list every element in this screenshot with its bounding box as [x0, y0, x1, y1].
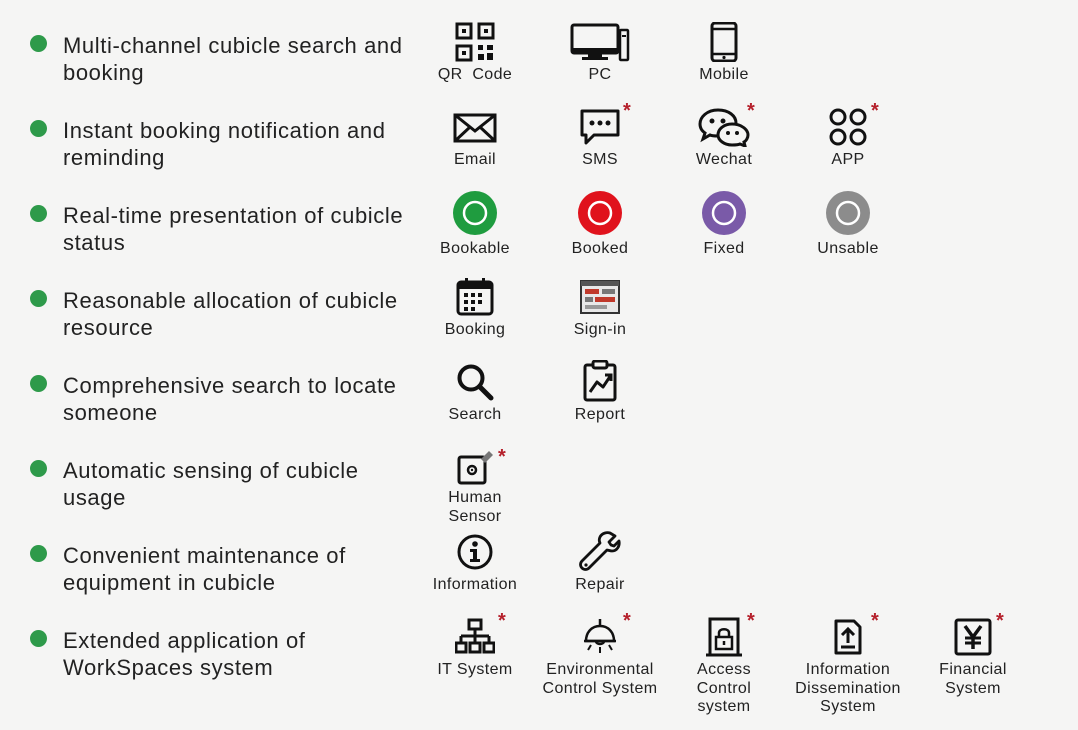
- status-booked: [535, 190, 665, 259]
- sms-icon: [578, 107, 622, 147]
- notify-label: SMS: [582, 151, 618, 168]
- network-icon: [455, 617, 495, 657]
- feature-text: Automatic sensing of cubicle usage: [63, 458, 359, 510]
- search-icon: [455, 362, 495, 402]
- lock-door-icon: [704, 617, 744, 657]
- extension-label: Financial System: [939, 661, 1007, 697]
- app-icon: [828, 107, 868, 147]
- feature-text: Instant booking notification and reminding: [63, 118, 386, 170]
- bullet: [30, 630, 47, 647]
- note-mark: *: [623, 100, 631, 122]
- locate-label: Search: [448, 406, 502, 423]
- report-icon: [580, 360, 620, 402]
- unsable-status-icon: [825, 190, 871, 236]
- note-mark: *: [747, 610, 755, 632]
- yen-icon: [953, 617, 993, 657]
- bullet: [30, 205, 47, 222]
- feature-text: Multi-channel cubicle search and booking: [63, 33, 403, 85]
- note-mark: *: [498, 446, 506, 468]
- notify-label: APP: [831, 151, 865, 168]
- human-sensor-icon: [455, 449, 495, 485]
- sensing-human-sensor: [410, 446, 540, 526]
- channel-mobile: [659, 22, 789, 85]
- sensing-label: Human Sensor: [448, 489, 502, 525]
- feature-text: Comprehensive search to locate someone: [63, 373, 397, 425]
- allocation-sign-in: [535, 277, 665, 340]
- bullet: [30, 290, 47, 307]
- notify-wechat: [659, 100, 789, 170]
- status-label: Booked: [571, 240, 629, 257]
- allocation-booking: [410, 277, 540, 340]
- notify-label: Email: [453, 151, 496, 168]
- extension-label: Environmental Control System: [542, 661, 658, 697]
- bullet: [30, 545, 47, 562]
- note-mark: *: [996, 610, 1004, 632]
- wrench-icon: [579, 530, 621, 572]
- extension-it-system: [410, 610, 540, 680]
- locate-search: [410, 362, 540, 425]
- maintenance-label: Repair: [575, 576, 625, 593]
- status-unsable: [783, 190, 913, 259]
- maintenance-repair: [535, 530, 665, 595]
- status-label: Fixed: [703, 240, 745, 257]
- extension-label: IT System: [437, 661, 513, 678]
- ceiling-lamp-icon: [580, 617, 620, 657]
- booked-status-icon: [577, 190, 623, 236]
- maintenance-label: Information: [432, 576, 518, 593]
- email-icon: [453, 107, 497, 147]
- allocation-label: Booking: [444, 321, 506, 338]
- extension-label: Access Control system: [696, 661, 752, 715]
- sign-in-icon: [580, 277, 620, 317]
- notify-app: [783, 100, 913, 170]
- locate-report: [535, 360, 665, 425]
- channel-label: Mobile: [699, 66, 749, 83]
- status-bookable: [410, 190, 540, 259]
- status-label: Bookable: [440, 240, 510, 257]
- bullet: [30, 35, 47, 52]
- qr-code-icon: [455, 22, 495, 62]
- feature-text: Convenient maintenance of equipment in cubicle: [63, 543, 346, 595]
- channel-label: QR Code: [437, 66, 513, 83]
- extension-label: Information Dissemination System: [795, 661, 901, 715]
- channel-label: PC: [588, 66, 612, 83]
- bullet: [30, 375, 47, 392]
- channel-pc: [535, 22, 665, 85]
- mobile-icon: [709, 22, 739, 62]
- bookable-status-icon: [452, 190, 498, 236]
- feature-text: Extended application of WorkSpaces system: [63, 628, 306, 680]
- notify-sms: [535, 100, 665, 170]
- note-mark: *: [871, 100, 879, 122]
- bullet: [30, 120, 47, 137]
- bullet: [30, 460, 47, 477]
- fixed-status-icon: [701, 190, 747, 236]
- extension-information-dissemination: [783, 610, 913, 717]
- upload-document-icon: [828, 617, 868, 657]
- note-mark: *: [498, 610, 506, 632]
- note-mark: *: [623, 610, 631, 632]
- information-icon: [455, 532, 495, 572]
- maintenance-information: [410, 532, 540, 595]
- calendar-icon: [455, 277, 495, 317]
- allocation-label: Sign-in: [573, 321, 627, 338]
- locate-label: Report: [574, 406, 626, 423]
- extension-financial-system: [908, 610, 1038, 698]
- note-mark: *: [747, 100, 755, 122]
- note-mark: *: [871, 610, 879, 632]
- feature-text: Real-time presentation of cubicle status: [63, 203, 404, 255]
- pc-icon: [570, 22, 630, 62]
- notify-email: [410, 107, 540, 170]
- status-fixed: [659, 190, 789, 259]
- status-label: Unsable: [817, 240, 879, 257]
- feature-text: Reasonable allocation of cubicle resource: [63, 288, 398, 340]
- extension-access-control: [659, 610, 789, 717]
- extension-environmental-control: [535, 610, 665, 698]
- channel-qr-code: [410, 22, 540, 85]
- notify-label: Wechat: [695, 151, 753, 168]
- wechat-icon: [698, 107, 750, 147]
